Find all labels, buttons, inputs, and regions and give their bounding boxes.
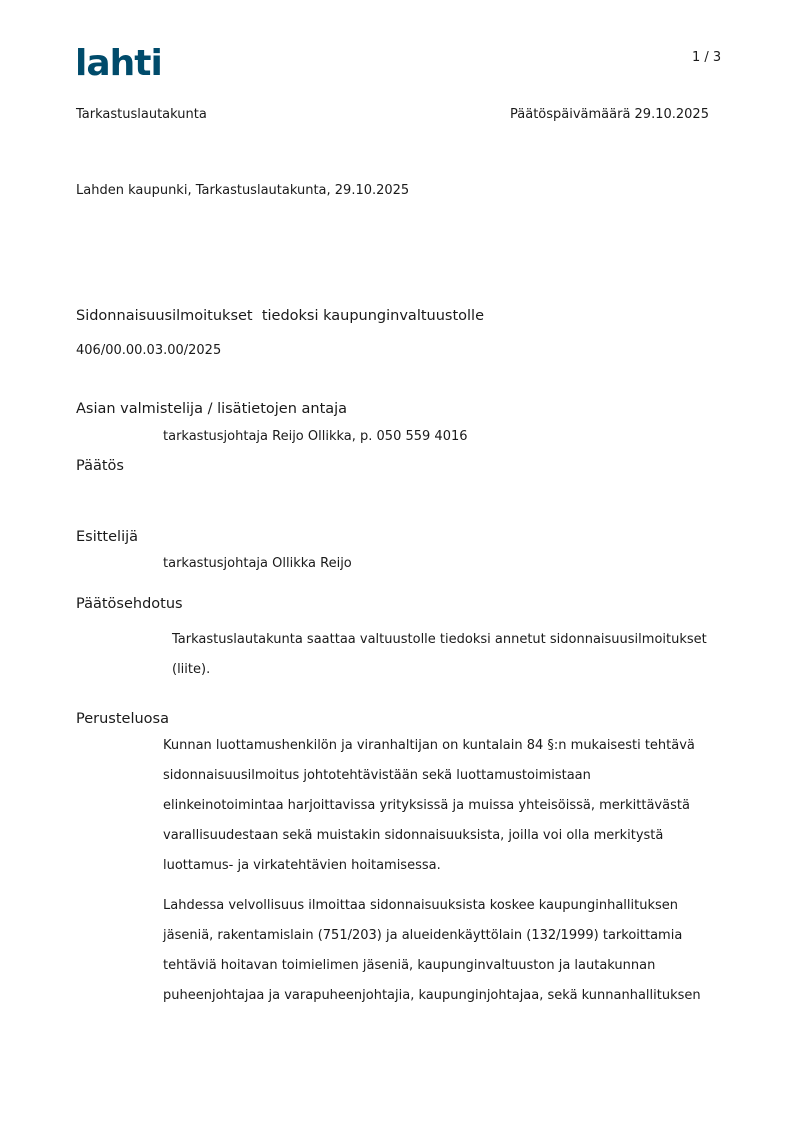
preparer-heading: Asian valmistelija / lisätietojen antaja [76, 401, 348, 417]
presenter-heading: Esittelijä [76, 529, 139, 545]
grounds-line: Lahdessa velvollisuus ilmoittaa sidonnaisuuksista koskee kaupunginhallituksen [163, 898, 679, 913]
grounds-line: puheenjohtajaa ja varapuheenjohtajia, kaupunginjohtajaa, sekä kunnanhallituksen [163, 988, 701, 1003]
presenter-value: tarkastusjohtaja Ollikka Reijo [163, 556, 352, 571]
proposal-text [172, 625, 707, 685]
lahti-logo: lahti [75, 43, 162, 84]
board-name: Tarkastuslautakunta [76, 107, 207, 122]
grounds-paragraph-1 [163, 731, 695, 881]
record-number: 406/00.00.03.00/2025 [76, 343, 222, 358]
grounds-line: tehtäviä hoitavan toimielimen jäseniä, kaupunginvaltuuston ja lautakunnan [163, 958, 656, 973]
proposal-line: Tarkastuslautakunta saattaa valtuustolle tiedoksi annetut sidonnaisuusilmoitukset [172, 632, 707, 647]
proposal-heading: Päätösehdotus [76, 596, 183, 612]
grounds-line: jäseniä, rakentamislain (751/203) ja alueidenkäyttölain (132/1999) tarkoittamia [163, 928, 683, 943]
grounds-heading: Perusteluosa [76, 711, 169, 727]
grounds-line: varallisuudestaan sekä muistakin sidonnaisuuksista, joilla voi olla merkitystä [163, 828, 664, 843]
grounds-line: sidonnaisuusilmoitus johtotehtävistään sekä luottamustoimistaan [163, 768, 591, 783]
grounds-line: luottamus- ja virkatehtävien hoitamisessa. [163, 858, 441, 873]
grounds-paragraph-2 [163, 891, 701, 1011]
proposal-line: (liite). [172, 662, 211, 677]
decision-heading: Päätös [76, 458, 124, 474]
meeting-line: Lahden kaupunki, Tarkastuslautakunta, 29.10.2025 [76, 183, 410, 198]
document-title: Sidonnaisuusilmoitukset tiedoksi kaupunginvaltuustolle [76, 308, 484, 324]
grounds-line: Kunnan luottamushenkilön ja viranhaltijan on kuntalain 84 §:n mukaisesti tehtävä [163, 738, 695, 753]
grounds-line: elinkeinotoimintaa harjoittavissa yrityksissä ja muissa yhteisöissä, merkittävästä [163, 798, 690, 813]
preparer-value: tarkastusjohtaja Reijo Ollikka, p. 050 559 4016 [163, 429, 468, 444]
page-number: 1 / 3 [692, 50, 722, 65]
decision-date: Päätöspäivämäärä 29.10.2025 [510, 107, 709, 122]
